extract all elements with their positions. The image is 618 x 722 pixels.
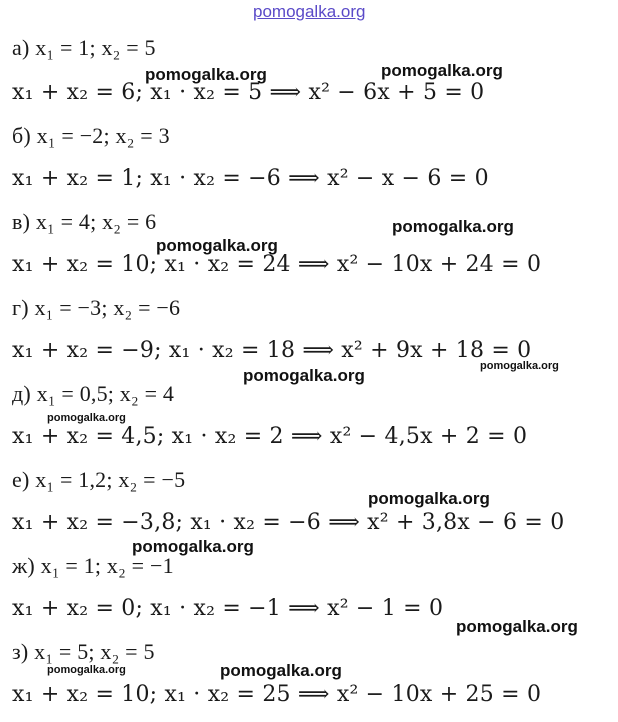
problem-a-condition: а) x₁ = 1; x₂ = 5 bbox=[12, 35, 156, 60]
problem-g-result: x₁ + x₂ = −9; x₁ · x₂ = 18 ⟹ x² + 9x + 18 = 0 bbox=[12, 338, 532, 363]
problem-z-result: x₁ + x₂ = 10; x₁ · x₂ = 25 ⟹ x² − 10x + 25 = 0 bbox=[12, 682, 542, 707]
problem-v-result: x₁ + x₂ = 10; x₁ · x₂ = 24 ⟹ x² − 10x + 24 = 0 bbox=[12, 252, 542, 277]
header-watermark: pomogalka.org bbox=[253, 2, 366, 21]
watermark: pomogalka.org bbox=[243, 366, 365, 385]
watermark: pomogalka.org bbox=[480, 360, 559, 372]
watermark: pomogalka.org bbox=[145, 65, 267, 84]
problem-e-result: x₁ + x₂ = −3,8; x₁ · x₂ = −6 ⟹ x² + 3,8x − 6 = 0 bbox=[12, 510, 565, 535]
watermark: pomogalka.org bbox=[220, 661, 342, 680]
problem-d-condition: д) x₁ = 0,5; x₂ = 4 bbox=[12, 381, 175, 406]
watermark: pomogalka.org bbox=[47, 412, 126, 424]
problem-g-condition: г) x₁ = −3; x₂ = −6 bbox=[12, 295, 181, 320]
watermark: pomogalka.org bbox=[47, 664, 126, 676]
problem-z-condition: з) x₁ = 5; x₂ = 5 bbox=[12, 639, 155, 664]
watermark: pomogalka.org bbox=[368, 489, 490, 508]
problem-d-result: x₁ + x₂ = 4,5; x₁ · x₂ = 2 ⟹ x² − 4,5x + 2 = 0 bbox=[12, 424, 528, 449]
problem-e-condition: е) x₁ = 1,2; x₂ = −5 bbox=[12, 467, 186, 492]
watermark: pomogalka.org bbox=[381, 61, 503, 80]
problem-v-condition: в) x₁ = 4; x₂ = 6 bbox=[12, 209, 157, 234]
problem-b-condition: б) x₁ = −2; x₂ = 3 bbox=[12, 123, 170, 148]
watermark: pomogalka.org bbox=[456, 617, 578, 636]
problem-b-result: x₁ + x₂ = 1; x₁ · x₂ = −6 ⟹ x² − x − 6 = 0 bbox=[12, 166, 489, 191]
problem-a-result: x₁ + x₂ = 6; x₁ · x₂ = 5 ⟹ x² − 6x + 5 = 0 bbox=[12, 80, 485, 105]
watermark: pomogalka.org bbox=[156, 236, 278, 255]
problem-zh-result: x₁ + x₂ = 0; x₁ · x₂ = −1 ⟹ x² − 1 = 0 bbox=[12, 596, 444, 621]
problem-zh-condition: ж) x₁ = 1; x₂ = −1 bbox=[12, 553, 174, 578]
watermark: pomogalka.org bbox=[132, 537, 254, 556]
watermark: pomogalka.org bbox=[392, 217, 514, 236]
